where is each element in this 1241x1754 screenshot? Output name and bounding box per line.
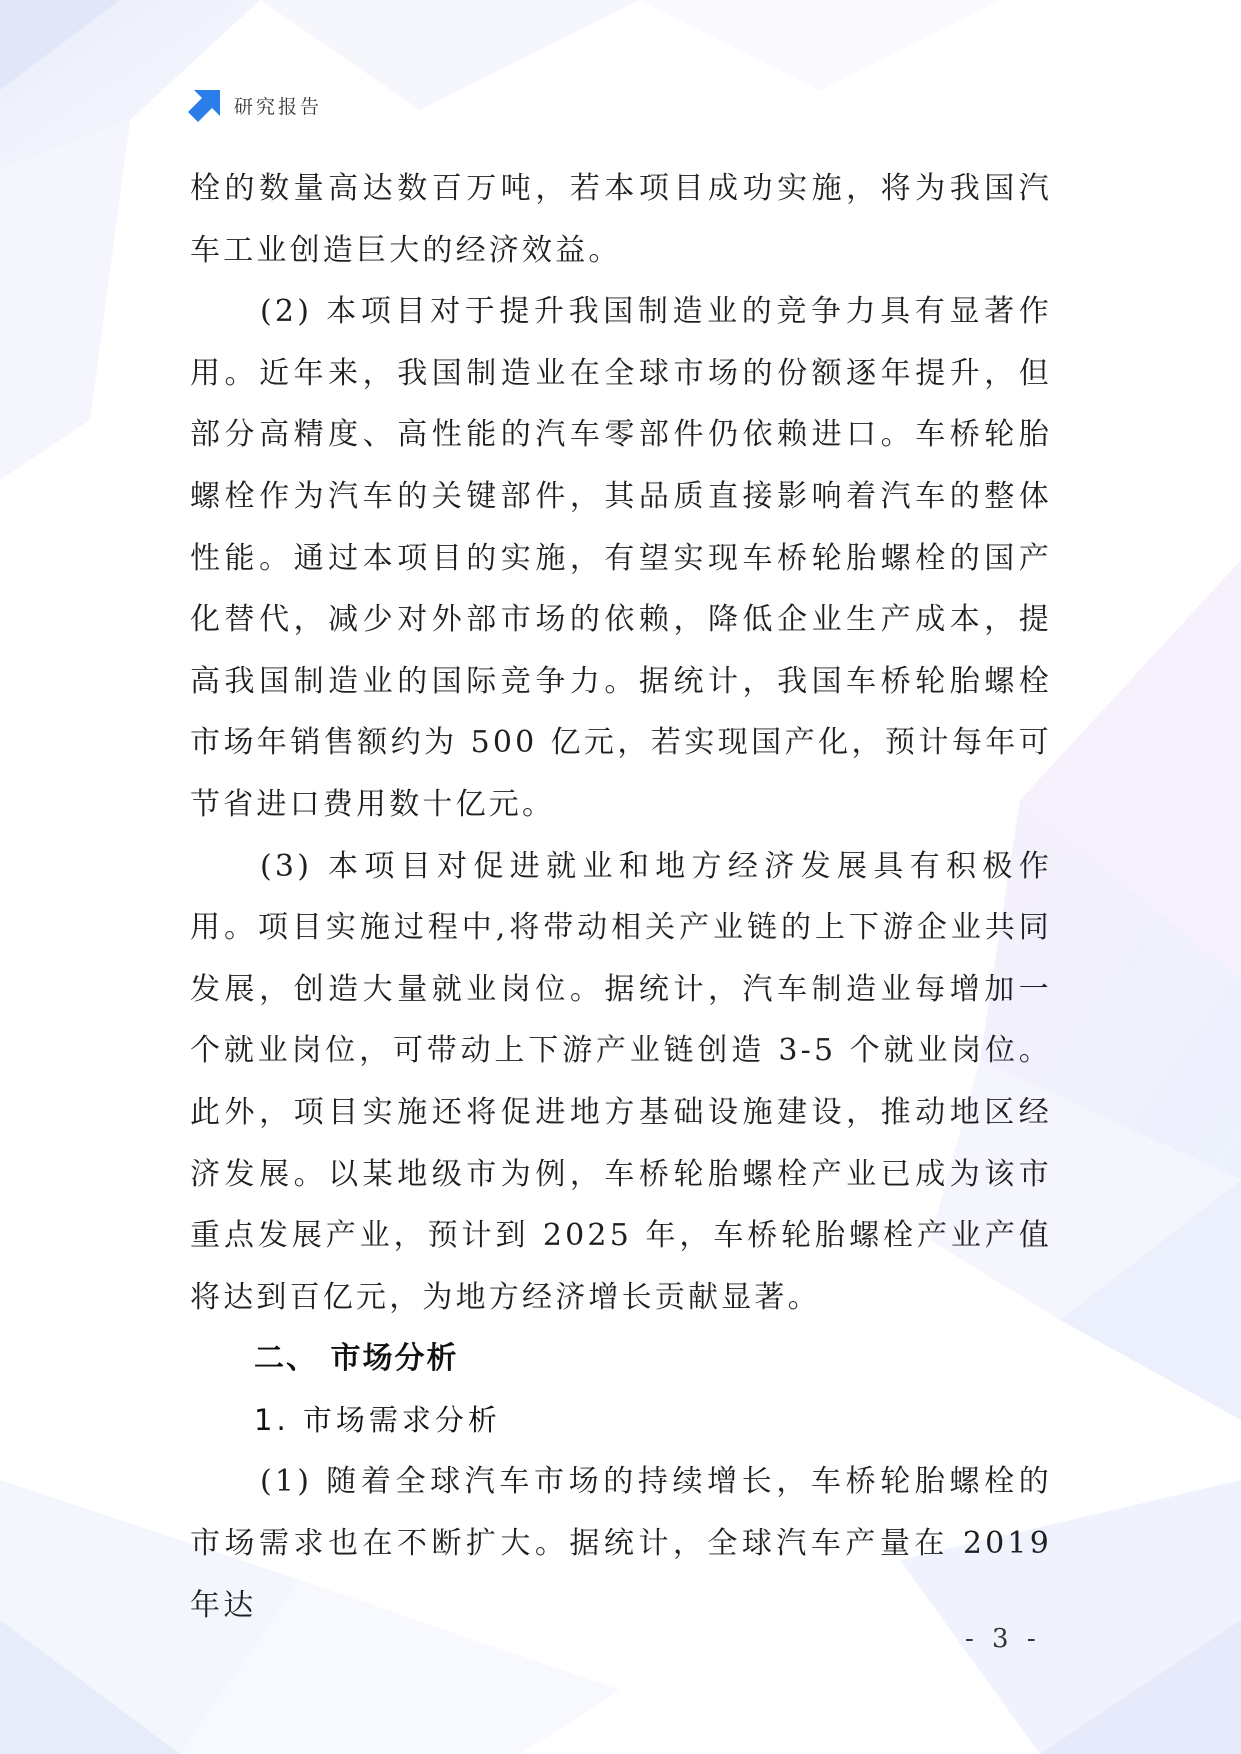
paragraph-continued: 栓的数量高达数百万吨，若本项目成功实施，将为我国汽车工业创造巨大的经济效益。 <box>190 171 1052 268</box>
report-logo-arrow-icon <box>188 88 222 122</box>
document-body <box>190 158 1052 1636</box>
paragraph-item-1: (1) 随着全球汽车市场的持续增长，车桥轮胎螺栓的市场需求也在不断扩大。据统计，全球汽车产量在 2019 年达 <box>190 1464 1052 1623</box>
section-heading: 二、 市场分析 <box>254 1341 459 1377</box>
page-number: - 3 - <box>965 1624 1041 1654</box>
page-header <box>188 88 322 122</box>
paragraph-item-3: (3) 本项目对促进就业和地方经济发展具有积极作用。项目实施过程中,将带动相关产业链的上下游企业共同发展，创造大量就业岗位。据统计，汽车制造业每增加一个就业岗位，可带动上下游产业链创造 3-5 个就业岗位。此外，项目实施还将促进地方基础设施建设，推动地区经济发展。以某地级市为例，车桥轮胎螺栓产业已成为该市重点发展产业，预计到 2025 年，车桥轮胎螺栓产业产值将达到百亿元，为地方经济增长贡献显著。 <box>190 848 1052 1315</box>
paragraph-item-2: (2) 本项目对于提升我国制造业的竞争力具有显著作用。近年来，我国制造业在全球市场的份额逐年提升，但部分高精度、高性能的汽车零部件仍依赖进口。车桥轮胎螺栓作为汽车的关键部件，其品质直接影响着汽车的整体性能。通过本项目的实施，有望实现车桥轮胎螺栓的国产化替代，减少对外部市场的依赖，降低企业生产成本，提高我国制造业的国际竞争力。据统计，我国车桥轮胎螺栓市场年销售额约为 500 亿元，若实现国产化，预计每年可节省进口费用数十亿元。 <box>190 294 1052 822</box>
header-title: 研究报告 <box>234 95 323 118</box>
subsection-heading: 1. 市场需求分析 <box>254 1402 501 1437</box>
